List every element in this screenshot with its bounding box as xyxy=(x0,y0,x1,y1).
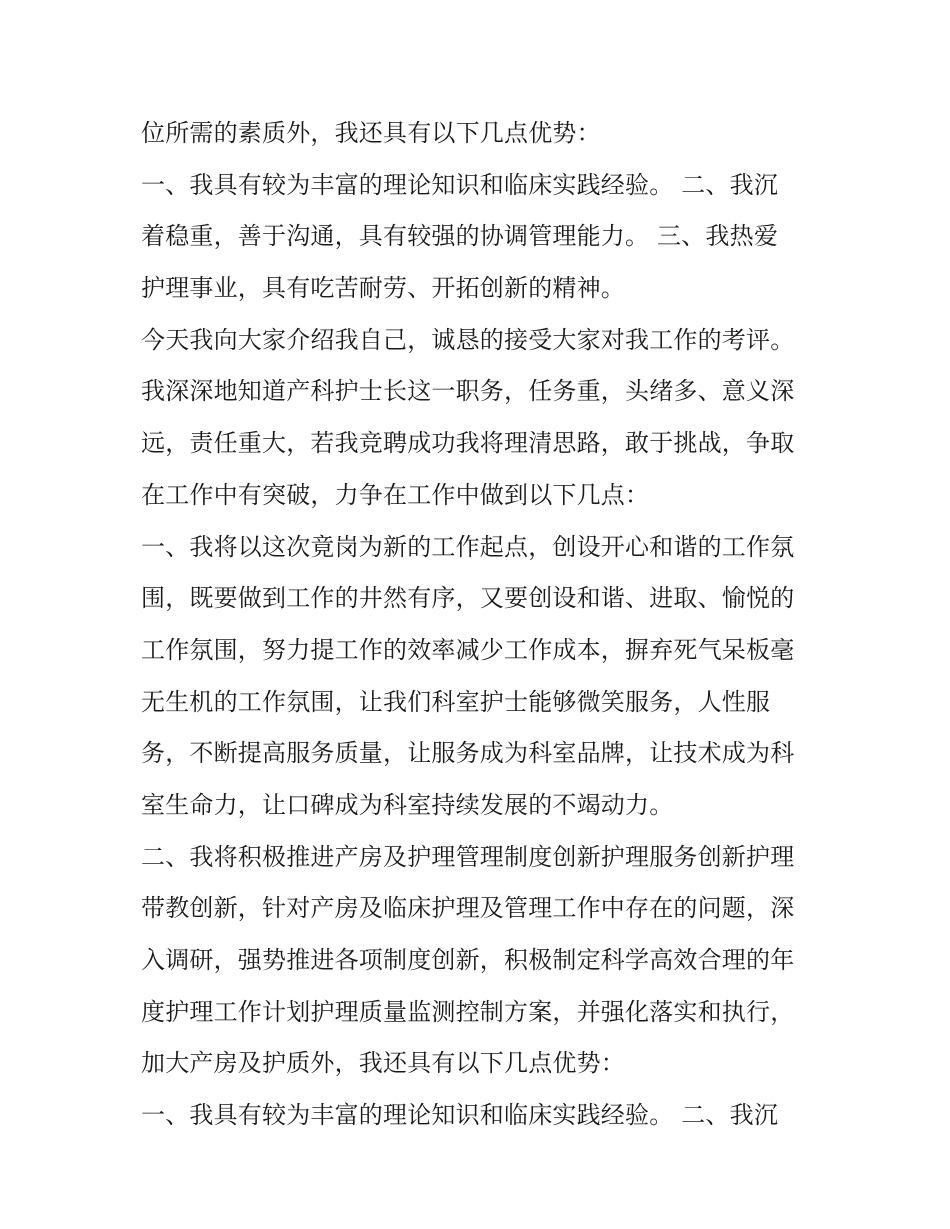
text-line: 护理事业，具有吃苦耐劳、开拓创新的精神。 xyxy=(141,274,625,303)
text-line: 今天我向大家介绍我自己，诚恳的接受大家对我工作的考评。 xyxy=(141,325,795,354)
text-line: 远，责任重大，若我竞聘成功我将理清思路，敢于挑战，争取 xyxy=(141,429,795,458)
text-line: 入调研，强势推进各项制度创新，积极制定科学高效合理的年 xyxy=(141,946,795,974)
text-line: 我深深地知道产科护士长这一职务，任务重，头绪多、意义深 xyxy=(141,377,795,406)
text-line: 工作氛围，努力提工作的效率减少工作成本，摒弃死气呆板毫 xyxy=(141,635,795,664)
text-line: 带教创新，针对产房及临床护理及管理工作中存在的问题，深 xyxy=(141,894,795,923)
text-line: 围，既要做到工作的井然有序，又要创设和谐、进取、愉悦的 xyxy=(141,584,795,613)
text-line: 一、我具有较为丰富的理论知识和临床实践经验。 二、我沉 xyxy=(141,1101,779,1130)
text-line: 室生命力，让口碑成为科室持续发展的不竭动力。 xyxy=(141,790,674,819)
text-line: 加大产房及护质外，我还具有以下几点优势： xyxy=(141,1049,625,1078)
text-line: 着稳重，善于沟通，具有较强的协调管理能力。 三、我热爱 xyxy=(141,222,779,251)
text-line: 在工作中有突破，力争在工作中做到以下几点： xyxy=(141,480,650,509)
text-line: 一、我将以这次竟岗为新的工作起点，创设开心和谐的工作氛 xyxy=(141,532,795,561)
document-body xyxy=(141,108,821,1142)
text-line: 二、我将积极推进产房及护理管理制度创新护理服务创新护理 xyxy=(141,842,795,871)
text-line: 一、我具有较为丰富的理论知识和临床实践经验。 二、我沉 xyxy=(141,170,779,199)
text-line: 无生机的工作氛围，让我们科室护士能够微笑服务，人性服 xyxy=(141,687,771,716)
text-line: 度护理工作计划护理质量监测控制方案，并强化落实和执行， xyxy=(141,997,795,1026)
text-line: 位所需的素质外，我还具有以下几点优势： xyxy=(141,119,601,147)
text-line: 务，不断提高服务质量，让服务成为科室品牌，让技术成为科 xyxy=(141,739,795,768)
